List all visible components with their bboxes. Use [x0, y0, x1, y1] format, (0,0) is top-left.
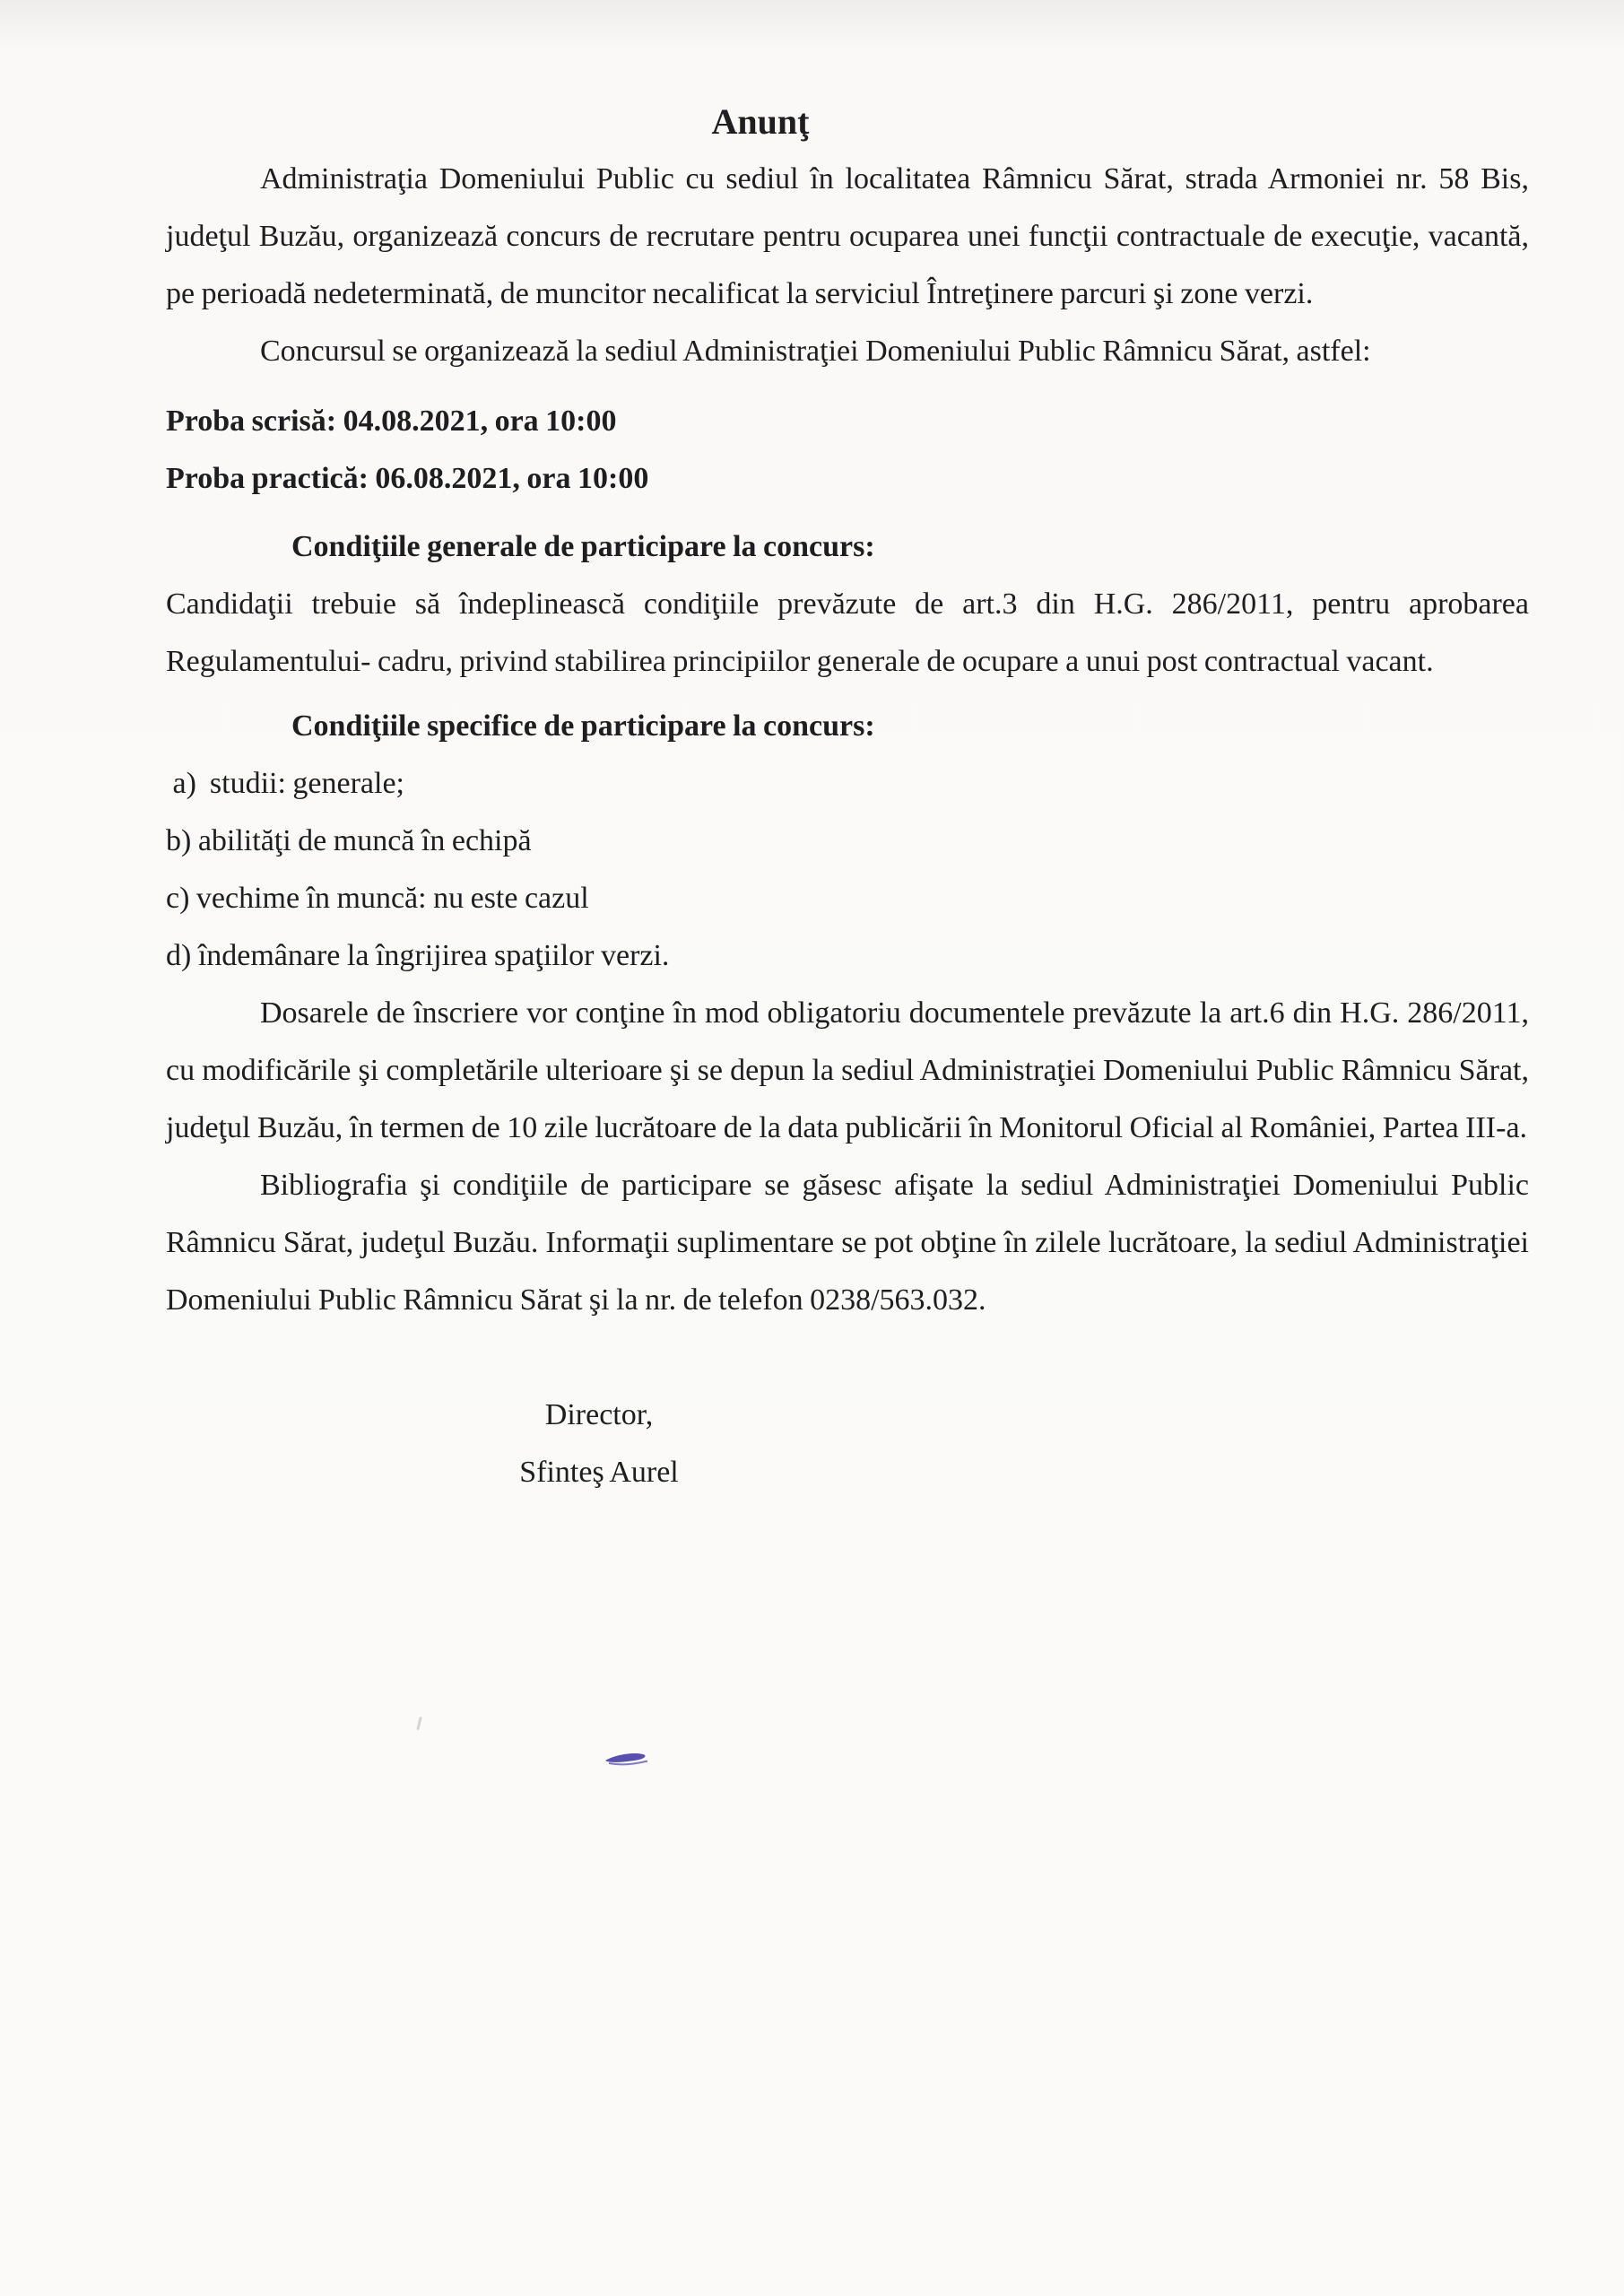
general-conditions-heading: Condiţiile generale de participare la concurs:	[291, 530, 875, 563]
written-test-line: Proba scrisă: 04.08.2021, ora 10:00	[166, 404, 617, 438]
signature-name: Sfinteş Aurel	[519, 1456, 679, 1489]
document-title: Anunţ	[711, 101, 810, 142]
contest-location-paragraph: Concursul se organizează la sediul Administraţiei Domeniului Public Râmnicu Sărat, astfel:	[260, 335, 1371, 368]
specific-condition-item-b: b) abilităţi de muncă în echipă	[166, 824, 532, 857]
specific-condition-item-d: d) îndemânare la îngrijirea spaţiilor verzi.	[166, 939, 670, 972]
bibliography-paragraph: Bibliografia şi condiţiile de participare se găsesc afişate la sediul Administraţiei Domeniului Public Râmnicu Sărat, judeţul Buzău. Informaţii suplimentare se pot obţine în zilele lucrătoare, la sediul Administraţiei Domeniului Public Râmnicu Sărat şi la nr. de telefon 0238/563.032.	[166, 1169, 1529, 1317]
scan-artifact-mark	[416, 1717, 422, 1730]
specific-conditions-heading: Condiţiile specifice de participare la concurs:	[291, 709, 875, 743]
intro-paragraph: Administraţia Domeniului Public cu sediul în localitatea Râmnicu Sărat, strada Armoniei nr. 58 Bis, judeţul Buzău, organizează concurs de recrutare pentru ocuparea unei funcţii contractuale de execuţie, vacantă, pe perioadă nedeterminată, de muncitor necalificat la serviciul Întreţinere parcuri şi zone verzi.	[166, 162, 1529, 310]
pen-ink-mark	[603, 1749, 649, 1772]
specific-condition-item-a: a) studii: generale;	[166, 767, 405, 800]
general-conditions-text: Candidaţii trebuie să îndeplinească condiţiile prevăzute de art.3 din H.G. 286/2011, pentru aprobarea Regulamentului- cadru, privind stabilirea principiilor generale de ocupare a unui post contractual vacant.	[166, 587, 1529, 678]
signature-role: Director,	[544, 1398, 654, 1431]
practical-test-line: Proba practică: 06.08.2021, ora 10:00	[166, 462, 649, 495]
signature-block	[166, 1387, 1032, 1501]
specific-condition-item-c: c) vechime în muncă: nu este cazul	[166, 882, 589, 915]
application-files-paragraph: Dosarele de înscriere vor conţine în mod obligatoriu documentele prevăzute la art.6 din H.G. 286/2011, cu modificările şi completările ulterioare şi se depun la sediul Administraţiei Domeniului Public Râmnicu Sărat, judeţul Buzău, în termen de 10 zile lucrătoare de la data publicării în Monitorul Oficial al României, Partea III-a.	[166, 996, 1529, 1144]
